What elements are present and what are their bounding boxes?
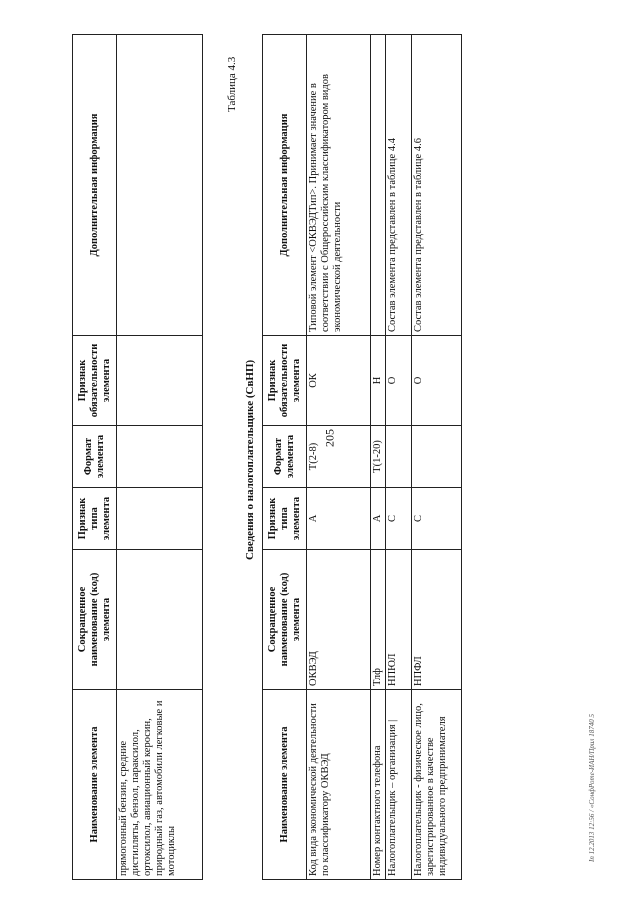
cell-type-flag: А — [371, 488, 386, 550]
header-short-name: Сокращенное наименование (код) элемента — [73, 550, 117, 690]
cell-format: T(1-20) — [371, 426, 386, 488]
cell-short-name: ОКВЭД — [307, 550, 371, 690]
header-name: Наименование элемента — [263, 690, 307, 880]
footer-stamp: In 12.2013 12:56 / «СонфРоте-ИАН/Прил 18740 5 — [588, 714, 596, 862]
cell-name: Номер контактного телефона — [371, 690, 386, 880]
header-type-flag: Признак типа элемента — [73, 488, 117, 550]
table-2 — [262, 35, 462, 880]
header-mandatory: Признак обязательности элемента — [263, 336, 307, 426]
cell-extra — [117, 35, 203, 336]
header-extra: Дополнительная информация — [263, 35, 307, 336]
table-row — [307, 35, 371, 880]
cell-type-flag: С — [412, 488, 462, 550]
cell-mandatory: О — [386, 336, 412, 426]
cell-format — [117, 426, 203, 488]
table-row — [412, 35, 462, 880]
cell-mandatory: Н — [371, 336, 386, 426]
cell-format — [386, 426, 412, 488]
table-row — [386, 35, 412, 880]
header-type-flag: Признак типа элемента — [263, 488, 307, 550]
header-mandatory: Признак обязательности элемента — [73, 336, 117, 426]
cell-mandatory: ОК — [307, 336, 371, 426]
header-format: Формат элемента — [73, 426, 117, 488]
cell-short-name: НПЮЛ — [386, 550, 412, 690]
table-title: Сведения о налогоплательщике (СвНП) — [244, 359, 256, 560]
table-row — [371, 35, 386, 880]
cell-extra — [371, 35, 386, 336]
cell-name: Код вида экономической деятельности по классификатору ОКВЭД — [307, 690, 371, 880]
cell-format — [412, 426, 462, 488]
cell-format: T(2-8) — [307, 426, 371, 488]
cell-extra: Типовой элемент <ОКВЭДТип>. Принимает значение в соответствии с Общероссийским классификатором видов экономической деятельности — [307, 35, 371, 336]
page-number: 205 — [322, 429, 337, 447]
header-extra: Дополнительная информация — [73, 35, 117, 336]
table-row — [117, 35, 203, 880]
cell-type-flag: А — [307, 488, 371, 550]
cell-extra: Состав элемента представлен в таблице 4.6 — [412, 35, 462, 336]
cell-short-name: Тлф — [371, 550, 386, 690]
header-name: Наименование элемента — [73, 690, 117, 880]
table-1 — [72, 35, 203, 880]
cell-mandatory — [117, 336, 203, 426]
cell-type-flag: С — [386, 488, 412, 550]
cell-type-flag — [117, 488, 203, 550]
table-caption: Таблица 4.3 — [226, 56, 238, 112]
cell-name: Налогоплательщик - физическое лицо, зарегистрированное в качестве индивидуального предпринимателя — [412, 690, 462, 880]
cell-name: прямогонный бензин, средние дистилляты, бензол, параксилол, ортоксилол, авиационный керосин, природный газ, автомобили легковые и мотоциклы — [117, 690, 203, 880]
cell-mandatory: О — [412, 336, 462, 426]
header-short-name: Сокращенное наименование (код) элемента — [263, 550, 307, 690]
header-format: Формат элемента — [263, 426, 307, 488]
cell-extra: Состав элемента представлен в таблице 4.4 — [386, 35, 412, 336]
cell-short-name: НПФЛ — [412, 550, 462, 690]
cell-name: Налогоплательщик – организация | — [386, 690, 412, 880]
cell-short-name — [117, 550, 203, 690]
